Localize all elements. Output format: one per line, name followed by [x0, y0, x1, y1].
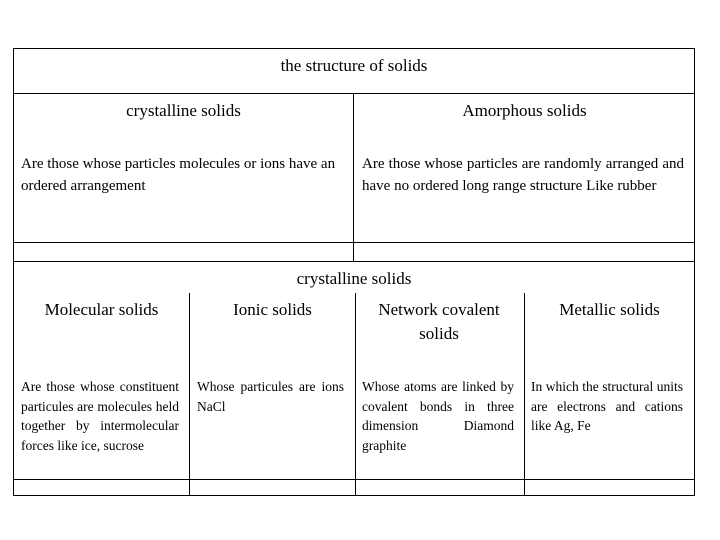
bottom-table-divider-1 — [189, 293, 190, 496]
amorphous-description: Are those whose particles are randomly arranged and have no ordered long range structure Like rubber — [362, 156, 684, 194]
ionic-solids-description: Whose particules are ions NaCl — [197, 379, 344, 414]
rule-top-table-bottom — [13, 242, 695, 243]
network-covalent-solids-header: Network covalent solids — [378, 300, 500, 343]
ionic-solids-header: Ionic solids — [233, 300, 312, 319]
rule-below-title — [13, 93, 695, 94]
crystalline-header: crystalline solids — [126, 101, 241, 120]
amorphous-header: Amorphous solids — [462, 101, 587, 120]
rule-spacer-bottom — [13, 261, 695, 262]
crystalline-description: Are those whose particles molecules or ions have an ordered arrangement — [21, 156, 336, 194]
metallic-solids-description: In which the structural units are electrons and cations like Ag, Fe — [531, 379, 683, 433]
bottom-table-divider-2 — [355, 293, 356, 496]
bottom-table-divider-3 — [524, 293, 525, 496]
rule-bottom-table-last-row — [13, 479, 695, 480]
molecular-solids-description: Are those whose constituent particules are molecules held together by intermolecular forces like ice, sucrose — [21, 379, 179, 453]
molecular-solids-header: Molecular solids — [44, 300, 159, 319]
page-title: the structure of solids — [280, 56, 428, 75]
bottom-table-title: crystalline solids — [296, 269, 412, 288]
network-covalent-solids-description: Whose atoms are linked by covalent bonds in three dimension Diamond graphite — [362, 379, 514, 453]
frame-top — [13, 48, 695, 49]
frame-bottom — [13, 495, 695, 496]
metallic-solids-header: Metallic solids — [559, 300, 660, 319]
